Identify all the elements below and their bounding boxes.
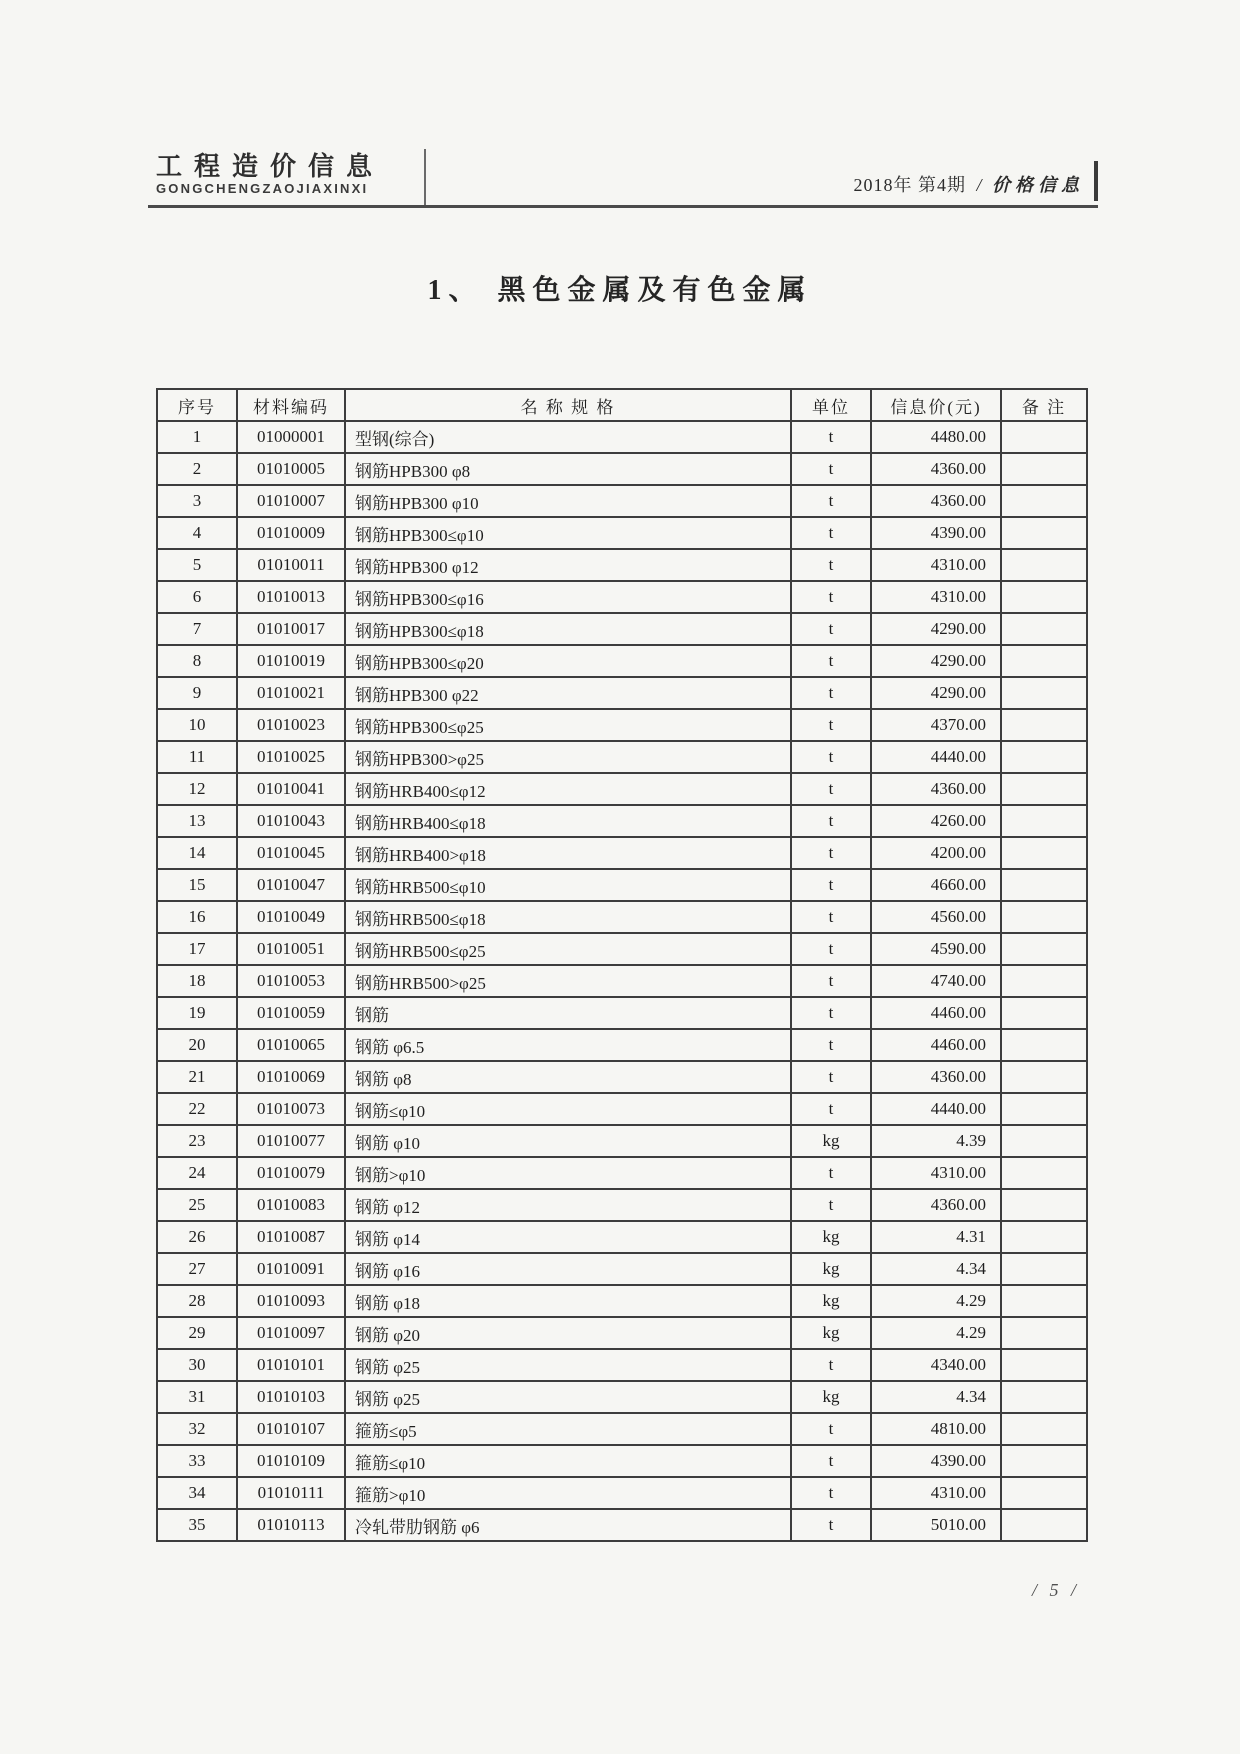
cell-material-code: 01010025: [237, 741, 345, 773]
cell-material-code: 01010053: [237, 965, 345, 997]
column-header-no: 序号: [157, 389, 237, 421]
cell-unit: kg: [791, 1125, 871, 1157]
cell-material-code: 01010107: [237, 1413, 345, 1445]
cell-serial-number: 2: [157, 453, 237, 485]
cell-material-code: 01010005: [237, 453, 345, 485]
table-row: [157, 1413, 1087, 1445]
issue-label: 2018年 第4期: [853, 175, 966, 195]
cell-serial-number: 30: [157, 1349, 237, 1381]
cell-name-spec: 钢筋 φ16: [345, 1253, 791, 1285]
cell-info-price: 4310.00: [871, 581, 1001, 613]
cell-remark: [1001, 549, 1087, 581]
cell-remark: [1001, 773, 1087, 805]
cell-material-code: 01000001: [237, 421, 345, 453]
cell-info-price: 4310.00: [871, 549, 1001, 581]
cell-serial-number: 22: [157, 1093, 237, 1125]
cell-remark: [1001, 1029, 1087, 1061]
cell-remark: [1001, 1221, 1087, 1253]
cell-serial-number: 9: [157, 677, 237, 709]
table-row: [157, 1221, 1087, 1253]
table-row: [157, 1477, 1087, 1509]
cell-material-code: 01010065: [237, 1029, 345, 1061]
cell-name-spec: 箍筋≤φ10: [345, 1445, 791, 1477]
cell-remark: [1001, 1317, 1087, 1349]
masthead-issue-line: [853, 171, 1084, 197]
cell-unit: t: [791, 1157, 871, 1189]
cell-remark: [1001, 1157, 1087, 1189]
cell-name-spec: 钢筋 φ25: [345, 1349, 791, 1381]
cell-material-code: 01010049: [237, 901, 345, 933]
cell-material-code: 01010009: [237, 517, 345, 549]
cell-serial-number: 21: [157, 1061, 237, 1093]
cell-serial-number: 5: [157, 549, 237, 581]
cell-unit: t: [791, 1061, 871, 1093]
cell-info-price: 4370.00: [871, 709, 1001, 741]
cell-remark: [1001, 1349, 1087, 1381]
cell-serial-number: 27: [157, 1253, 237, 1285]
cell-serial-number: 18: [157, 965, 237, 997]
cell-name-spec: 钢筋HPB300>φ25: [345, 741, 791, 773]
cell-material-code: 01010059: [237, 997, 345, 1029]
cell-name-spec: 钢筋HPB300 φ12: [345, 549, 791, 581]
cell-unit: t: [791, 997, 871, 1029]
cell-material-code: 01010103: [237, 1381, 345, 1413]
cell-remark: [1001, 1445, 1087, 1477]
cell-unit: t: [791, 965, 871, 997]
cell-material-code: 01010043: [237, 805, 345, 837]
cell-info-price: 4310.00: [871, 1157, 1001, 1189]
table-row: [157, 1445, 1087, 1477]
cell-serial-number: 24: [157, 1157, 237, 1189]
cell-material-code: 01010019: [237, 645, 345, 677]
cell-remark: [1001, 805, 1087, 837]
cell-remark: [1001, 1381, 1087, 1413]
table-row: [157, 1029, 1087, 1061]
cell-info-price: 4290.00: [871, 613, 1001, 645]
column-header-price: 信息价(元): [871, 389, 1001, 421]
cell-info-price: 4200.00: [871, 837, 1001, 869]
cell-unit: t: [791, 549, 871, 581]
table-row: [157, 997, 1087, 1029]
masthead: [148, 147, 1098, 208]
cell-name-spec: 钢筋HPB300 φ10: [345, 485, 791, 517]
cell-info-price: 4440.00: [871, 741, 1001, 773]
cell-name-spec: 钢筋HPB300≤φ10: [345, 517, 791, 549]
cell-material-code: 01010051: [237, 933, 345, 965]
cell-unit: t: [791, 1445, 871, 1477]
cell-remark: [1001, 965, 1087, 997]
table-row: [157, 965, 1087, 997]
table-row: [157, 709, 1087, 741]
cell-info-price: 4260.00: [871, 805, 1001, 837]
cell-material-code: 01010091: [237, 1253, 345, 1285]
cell-info-price: 4360.00: [871, 773, 1001, 805]
column-header-name: 名 称 规 格: [345, 389, 791, 421]
cell-serial-number: 6: [157, 581, 237, 613]
cell-info-price: 4360.00: [871, 453, 1001, 485]
table-row: [157, 517, 1087, 549]
cell-unit: kg: [791, 1285, 871, 1317]
cell-material-code: 01010017: [237, 613, 345, 645]
cell-unit: t: [791, 1413, 871, 1445]
cell-serial-number: 12: [157, 773, 237, 805]
cell-info-price: 4460.00: [871, 1029, 1001, 1061]
table-row: [157, 1381, 1087, 1413]
table-row: [157, 933, 1087, 965]
cell-material-code: 01010101: [237, 1349, 345, 1381]
cell-unit: t: [791, 645, 871, 677]
cell-name-spec: 钢筋 φ8: [345, 1061, 791, 1093]
cell-serial-number: 34: [157, 1477, 237, 1509]
cell-name-spec: 钢筋 φ6.5: [345, 1029, 791, 1061]
cell-name-spec: 钢筋HRB500≤φ10: [345, 869, 791, 901]
cell-unit: t: [791, 773, 871, 805]
cell-info-price: 4.29: [871, 1317, 1001, 1349]
cell-remark: [1001, 1093, 1087, 1125]
cell-material-code: 01010113: [237, 1509, 345, 1541]
cell-serial-number: 17: [157, 933, 237, 965]
cell-unit: t: [791, 517, 871, 549]
price-table-body: [157, 421, 1087, 1541]
cell-name-spec: 钢筋HPB300≤φ18: [345, 613, 791, 645]
cell-material-code: 01010041: [237, 773, 345, 805]
cell-remark: [1001, 517, 1087, 549]
cell-name-spec: 钢筋HPB300 φ8: [345, 453, 791, 485]
table-row: [157, 1061, 1087, 1093]
cell-serial-number: 3: [157, 485, 237, 517]
cell-name-spec: 钢筋>φ10: [345, 1157, 791, 1189]
cell-name-spec: 钢筋HPB300≤φ25: [345, 709, 791, 741]
cell-info-price: 4810.00: [871, 1413, 1001, 1445]
cell-info-price: 4340.00: [871, 1349, 1001, 1381]
masthead-edge-bar: [1094, 161, 1098, 201]
cell-name-spec: 钢筋HPB300≤φ20: [345, 645, 791, 677]
cell-serial-number: 13: [157, 805, 237, 837]
cell-serial-number: 29: [157, 1317, 237, 1349]
cell-name-spec: 钢筋 φ12: [345, 1189, 791, 1221]
cell-serial-number: 15: [157, 869, 237, 901]
column-header-remark: 备 注: [1001, 389, 1087, 421]
cell-unit: t: [791, 1477, 871, 1509]
cell-name-spec: 钢筋HPB300 φ22: [345, 677, 791, 709]
cell-serial-number: 4: [157, 517, 237, 549]
cell-info-price: 4590.00: [871, 933, 1001, 965]
cell-info-price: 4.34: [871, 1381, 1001, 1413]
cell-serial-number: 20: [157, 1029, 237, 1061]
table-row: [157, 901, 1087, 933]
cell-serial-number: 26: [157, 1221, 237, 1253]
table-row: [157, 773, 1087, 805]
cell-info-price: 4360.00: [871, 485, 1001, 517]
cell-name-spec: 钢筋HRB500≤φ18: [345, 901, 791, 933]
cell-remark: [1001, 997, 1087, 1029]
cell-info-price: 4.39: [871, 1125, 1001, 1157]
cell-name-spec: 钢筋HRB400>φ18: [345, 837, 791, 869]
cell-remark: [1001, 1061, 1087, 1093]
cell-info-price: 4660.00: [871, 869, 1001, 901]
cell-remark: [1001, 837, 1087, 869]
table-row: [157, 1189, 1087, 1221]
cell-name-spec: 钢筋 φ18: [345, 1285, 791, 1317]
cell-unit: t: [791, 1029, 871, 1061]
cell-info-price: 4290.00: [871, 677, 1001, 709]
table-row: [157, 1093, 1087, 1125]
cell-remark: [1001, 1509, 1087, 1541]
journal-logo-title: 工程造价信息: [156, 151, 385, 181]
issue-separator: /: [976, 175, 982, 195]
cell-unit: t: [791, 453, 871, 485]
cell-material-code: 01010083: [237, 1189, 345, 1221]
table-row: [157, 613, 1087, 645]
cell-info-price: 4480.00: [871, 421, 1001, 453]
table-row: [157, 421, 1087, 453]
cell-material-code: 01010087: [237, 1221, 345, 1253]
cell-serial-number: 1: [157, 421, 237, 453]
table-row: [157, 677, 1087, 709]
cell-unit: t: [791, 613, 871, 645]
cell-unit: t: [791, 1189, 871, 1221]
table-row: [157, 1253, 1087, 1285]
cell-unit: kg: [791, 1221, 871, 1253]
cell-remark: [1001, 613, 1087, 645]
cell-remark: [1001, 1285, 1087, 1317]
price-table: [156, 388, 1088, 1542]
cell-serial-number: 7: [157, 613, 237, 645]
table-row: [157, 549, 1087, 581]
cell-info-price: 4.29: [871, 1285, 1001, 1317]
cell-unit: t: [791, 581, 871, 613]
cell-unit: t: [791, 741, 871, 773]
cell-remark: [1001, 1413, 1087, 1445]
cell-material-code: 01010007: [237, 485, 345, 517]
cell-info-price: 4390.00: [871, 1445, 1001, 1477]
cell-unit: t: [791, 677, 871, 709]
cell-info-price: 4310.00: [871, 1477, 1001, 1509]
cell-unit: t: [791, 1509, 871, 1541]
cell-info-price: 4360.00: [871, 1061, 1001, 1093]
table-row: [157, 837, 1087, 869]
cell-serial-number: 10: [157, 709, 237, 741]
cell-remark: [1001, 901, 1087, 933]
cell-unit: t: [791, 1349, 871, 1381]
cell-remark: [1001, 677, 1087, 709]
cell-material-code: 01010079: [237, 1157, 345, 1189]
table-row: [157, 1157, 1087, 1189]
cell-serial-number: 14: [157, 837, 237, 869]
cell-remark: [1001, 1477, 1087, 1509]
cell-remark: [1001, 485, 1087, 517]
table-row: [157, 1285, 1087, 1317]
section-label: 价格信息: [992, 175, 1084, 195]
cell-serial-number: 32: [157, 1413, 237, 1445]
cell-name-spec: 钢筋 φ25: [345, 1381, 791, 1413]
cell-info-price: 4.34: [871, 1253, 1001, 1285]
cell-info-price: 4.31: [871, 1221, 1001, 1253]
price-table-header: [157, 389, 1087, 421]
table-row: [157, 1125, 1087, 1157]
cell-serial-number: 25: [157, 1189, 237, 1221]
cell-unit: t: [791, 805, 871, 837]
cell-name-spec: 冷轧带肋钢筋 φ6: [345, 1509, 791, 1541]
table-row: [157, 1317, 1087, 1349]
cell-remark: [1001, 1125, 1087, 1157]
journal-logo-subtitle: GONGCHENGZAOJIAXINXI: [156, 181, 369, 196]
cell-remark: [1001, 1253, 1087, 1285]
cell-material-code: 01010077: [237, 1125, 345, 1157]
table-row: [157, 645, 1087, 677]
column-header-unit: 单位: [791, 389, 871, 421]
cell-info-price: 4290.00: [871, 645, 1001, 677]
cell-name-spec: 钢筋 φ14: [345, 1221, 791, 1253]
cell-name-spec: 钢筋HRB500≤φ25: [345, 933, 791, 965]
cell-material-code: 01010021: [237, 677, 345, 709]
cell-remark: [1001, 933, 1087, 965]
table-row: [157, 1509, 1087, 1541]
cell-info-price: 4560.00: [871, 901, 1001, 933]
cell-unit: kg: [791, 1381, 871, 1413]
cell-unit: t: [791, 837, 871, 869]
cell-material-code: 01010013: [237, 581, 345, 613]
header-row: [157, 389, 1087, 421]
table-row: [157, 581, 1087, 613]
cell-name-spec: 钢筋HRB400≤φ18: [345, 805, 791, 837]
cell-unit: t: [791, 709, 871, 741]
cell-serial-number: 16: [157, 901, 237, 933]
cell-material-code: 01010011: [237, 549, 345, 581]
cell-info-price: 5010.00: [871, 1509, 1001, 1541]
cell-unit: kg: [791, 1317, 871, 1349]
table-row: [157, 869, 1087, 901]
cell-name-spec: 钢筋: [345, 997, 791, 1029]
cell-serial-number: 35: [157, 1509, 237, 1541]
cell-remark: [1001, 709, 1087, 741]
cell-material-code: 01010045: [237, 837, 345, 869]
cell-material-code: 01010109: [237, 1445, 345, 1477]
cell-name-spec: 箍筋>φ10: [345, 1477, 791, 1509]
cell-info-price: 4460.00: [871, 997, 1001, 1029]
cell-name-spec: 钢筋HPB300≤φ16: [345, 581, 791, 613]
cell-material-code: 01010093: [237, 1285, 345, 1317]
cell-info-price: 4740.00: [871, 965, 1001, 997]
cell-name-spec: 钢筋HRB400≤φ12: [345, 773, 791, 805]
cell-remark: [1001, 453, 1087, 485]
table-row: [157, 485, 1087, 517]
cell-unit: t: [791, 933, 871, 965]
cell-serial-number: 11: [157, 741, 237, 773]
cell-material-code: 01010097: [237, 1317, 345, 1349]
table-row: [157, 453, 1087, 485]
cell-remark: [1001, 741, 1087, 773]
cell-serial-number: 19: [157, 997, 237, 1029]
cell-serial-number: 28: [157, 1285, 237, 1317]
cell-remark: [1001, 421, 1087, 453]
cell-remark: [1001, 1189, 1087, 1221]
cell-material-code: 01010047: [237, 869, 345, 901]
cell-serial-number: 23: [157, 1125, 237, 1157]
table-row: [157, 805, 1087, 837]
page-title: 1、 黑色金属及有色金属: [427, 275, 813, 306]
cell-unit: t: [791, 1093, 871, 1125]
cell-info-price: 4390.00: [871, 517, 1001, 549]
cell-unit: t: [791, 901, 871, 933]
cell-serial-number: 31: [157, 1381, 237, 1413]
cell-serial-number: 33: [157, 1445, 237, 1477]
cell-name-spec: 型钢(综合): [345, 421, 791, 453]
cell-remark: [1001, 581, 1087, 613]
cell-material-code: 01010111: [237, 1477, 345, 1509]
table-row: [157, 1349, 1087, 1381]
column-header-code: 材料编码: [237, 389, 345, 421]
cell-remark: [1001, 869, 1087, 901]
cell-material-code: 01010069: [237, 1061, 345, 1093]
cell-name-spec: 钢筋≤φ10: [345, 1093, 791, 1125]
cell-name-spec: 箍筋≤φ5: [345, 1413, 791, 1445]
cell-unit: t: [791, 421, 871, 453]
cell-serial-number: 8: [157, 645, 237, 677]
cell-name-spec: 钢筋 φ10: [345, 1125, 791, 1157]
cell-unit: t: [791, 869, 871, 901]
cell-name-spec: 钢筋HRB500>φ25: [345, 965, 791, 997]
page-number: / 5 /: [1031, 1580, 1080, 1600]
cell-info-price: 4360.00: [871, 1189, 1001, 1221]
cell-material-code: 01010023: [237, 709, 345, 741]
cell-material-code: 01010073: [237, 1093, 345, 1125]
cell-remark: [1001, 645, 1087, 677]
table-row: [157, 741, 1087, 773]
cell-name-spec: 钢筋 φ20: [345, 1317, 791, 1349]
cell-unit: kg: [791, 1253, 871, 1285]
cell-unit: t: [791, 485, 871, 517]
cell-info-price: 4440.00: [871, 1093, 1001, 1125]
journal-logo: [156, 149, 426, 205]
